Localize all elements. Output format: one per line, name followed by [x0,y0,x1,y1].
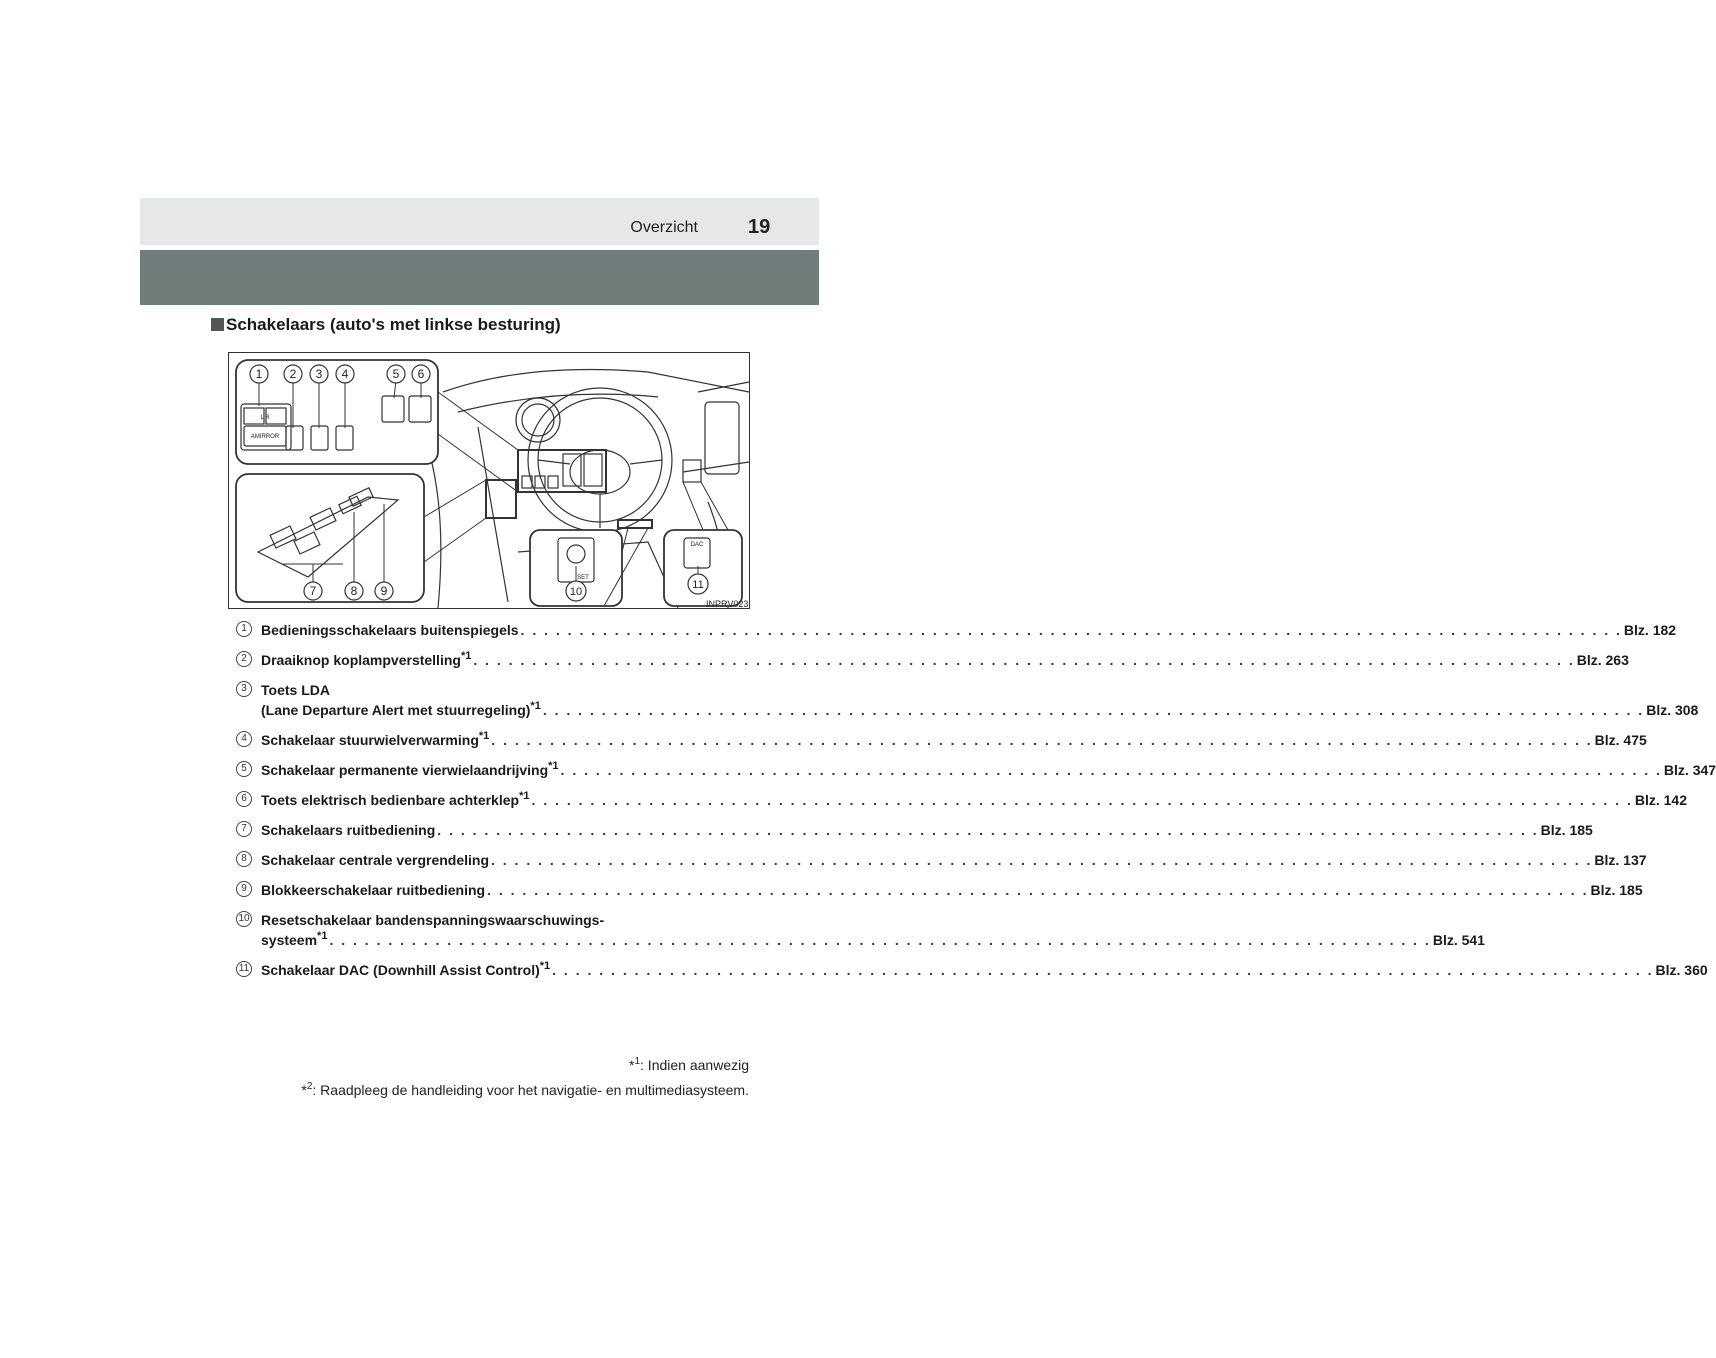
item-label: Schakelaar permanente vierwielaandrijving$^{*1}$ [261,760,559,778]
svg-text:10: 10 [569,586,583,598]
item-label: systeem$^{*1}$ [261,930,328,948]
list-item [236,850,1647,870]
list-item [236,680,1699,720]
svg-text:5: 5 [392,367,400,381]
header-bar [140,198,819,245]
svg-text:4: 4 [341,367,349,381]
item-number-badge: 11 [236,961,252,977]
header-band [140,250,819,305]
svg-text:8: 8 [350,584,358,598]
item-label: Draaiknop koplampverstelling$^{*1}$ [261,650,472,668]
svg-text:DAC: DAC [690,542,704,548]
page-reference: Blz. 308 [1646,702,1699,718]
footnote-ref: *1 [539,960,551,972]
section-marker-icon [211,318,224,331]
item-number-badge: 7 [236,821,252,837]
leader-dots [531,790,1632,810]
item-label: Bedieningsschakelaars buitenspiegels [261,622,519,638]
svg-text:7: 7 [309,584,317,598]
leader-dots [491,850,1592,870]
leader-dots [473,650,1574,670]
footnote-ref: *1 [548,760,559,772]
item-number-badge: 4 [236,731,252,747]
footnote-ref: *1 [478,730,490,742]
page-number: 19 [748,216,771,238]
page-reference: Blz. 360 [1655,962,1708,978]
item-number-badge: 2 [236,651,252,667]
item-label: Schakelaar stuurwielverwarming$^{*1}$ [261,730,490,748]
footnote-2: *$^2$: Raadpleeg de handleiding voor het navigatie- en multimediasysteem. [301,1081,749,1098]
leader-dots [437,820,1538,840]
page-reference: Blz. 185 [1540,822,1593,838]
list-item [236,820,1593,840]
footnote-1: *$^1$: Indien aanwezig [629,1056,749,1073]
item-label: (Lane Departure Alert met stuurregeling)$^{*1}$ [261,700,541,718]
leader-dots [552,960,1653,980]
item-label: Blokkeerschakelaar ruitbediening [261,882,486,898]
item-number-badge: 6 [236,791,252,807]
page-reference: Blz. 137 [1594,852,1647,868]
list-item [236,730,1647,750]
page-reference: Blz. 475 [1594,732,1647,748]
svg-text:11: 11 [692,579,704,591]
list-item [236,910,1485,950]
svg-text:9: 9 [380,584,388,598]
footnote-ref: *1 [519,790,530,802]
list-item [236,790,1687,810]
leader-dots [521,620,1622,640]
section-title: Schakelaars (auto's met linkse besturing) [226,315,561,334]
page-reference: Blz. 142 [1634,792,1687,808]
svg-text:3: 3 [315,367,323,381]
chapter-title: Overzicht [630,219,698,236]
leader-dots [561,760,1662,780]
item-number-badge: 3 [236,681,252,697]
page-reference: Blz. 263 [1576,652,1629,668]
leader-dots [543,700,1644,720]
page-reference: Blz. 182 [1623,622,1677,638]
item-label: Toets LDA [261,682,330,698]
leader-dots [329,930,1430,950]
item-number-badge: 1 [236,621,252,637]
svg-text:AMIRROR: AMIRROR [250,434,280,440]
item-label: Toets elektrisch bedienbare achterklep$^{*1}$ [261,790,530,808]
switches-illustration [228,352,750,609]
list-item [236,760,1716,780]
svg-text:2: 2 [289,367,297,381]
item-label: Schakelaar centrale vergrendeling [261,852,489,868]
figure-code: INPRV023 [706,599,749,609]
svg-text:L R: L R [260,415,270,421]
footnote-ref: *1 [530,700,541,712]
item-number-badge: 9 [236,881,252,897]
footnote-ref: *1 [317,930,328,942]
list-item [236,960,1708,980]
page-reference: Blz. 347 [1663,762,1716,778]
switch-list [236,620,1716,990]
item-label: Schakelaar DAC (Downhill Assist Control)$^{*1}$ [261,960,551,978]
item-number-badge: 8 [236,851,252,867]
leader-dots [487,880,1588,900]
item-label: Resetschakelaar bandenspanningswaarschuwings- [261,912,605,928]
svg-text:SET: SET [577,575,589,581]
leader-dots [491,730,1592,750]
list-item [236,620,1677,640]
list-item [236,880,1643,900]
page-reference: Blz. 185 [1590,882,1643,898]
item-number-badge: 10 [236,911,252,927]
svg-text:6: 6 [417,367,425,381]
svg-text:1: 1 [255,367,263,381]
list-item [236,650,1629,670]
footnote-ref: *1 [460,650,472,662]
page-reference: Blz. 541 [1432,932,1485,948]
item-number-badge: 5 [236,761,252,777]
item-label: Schakelaars ruitbediening [261,822,436,838]
